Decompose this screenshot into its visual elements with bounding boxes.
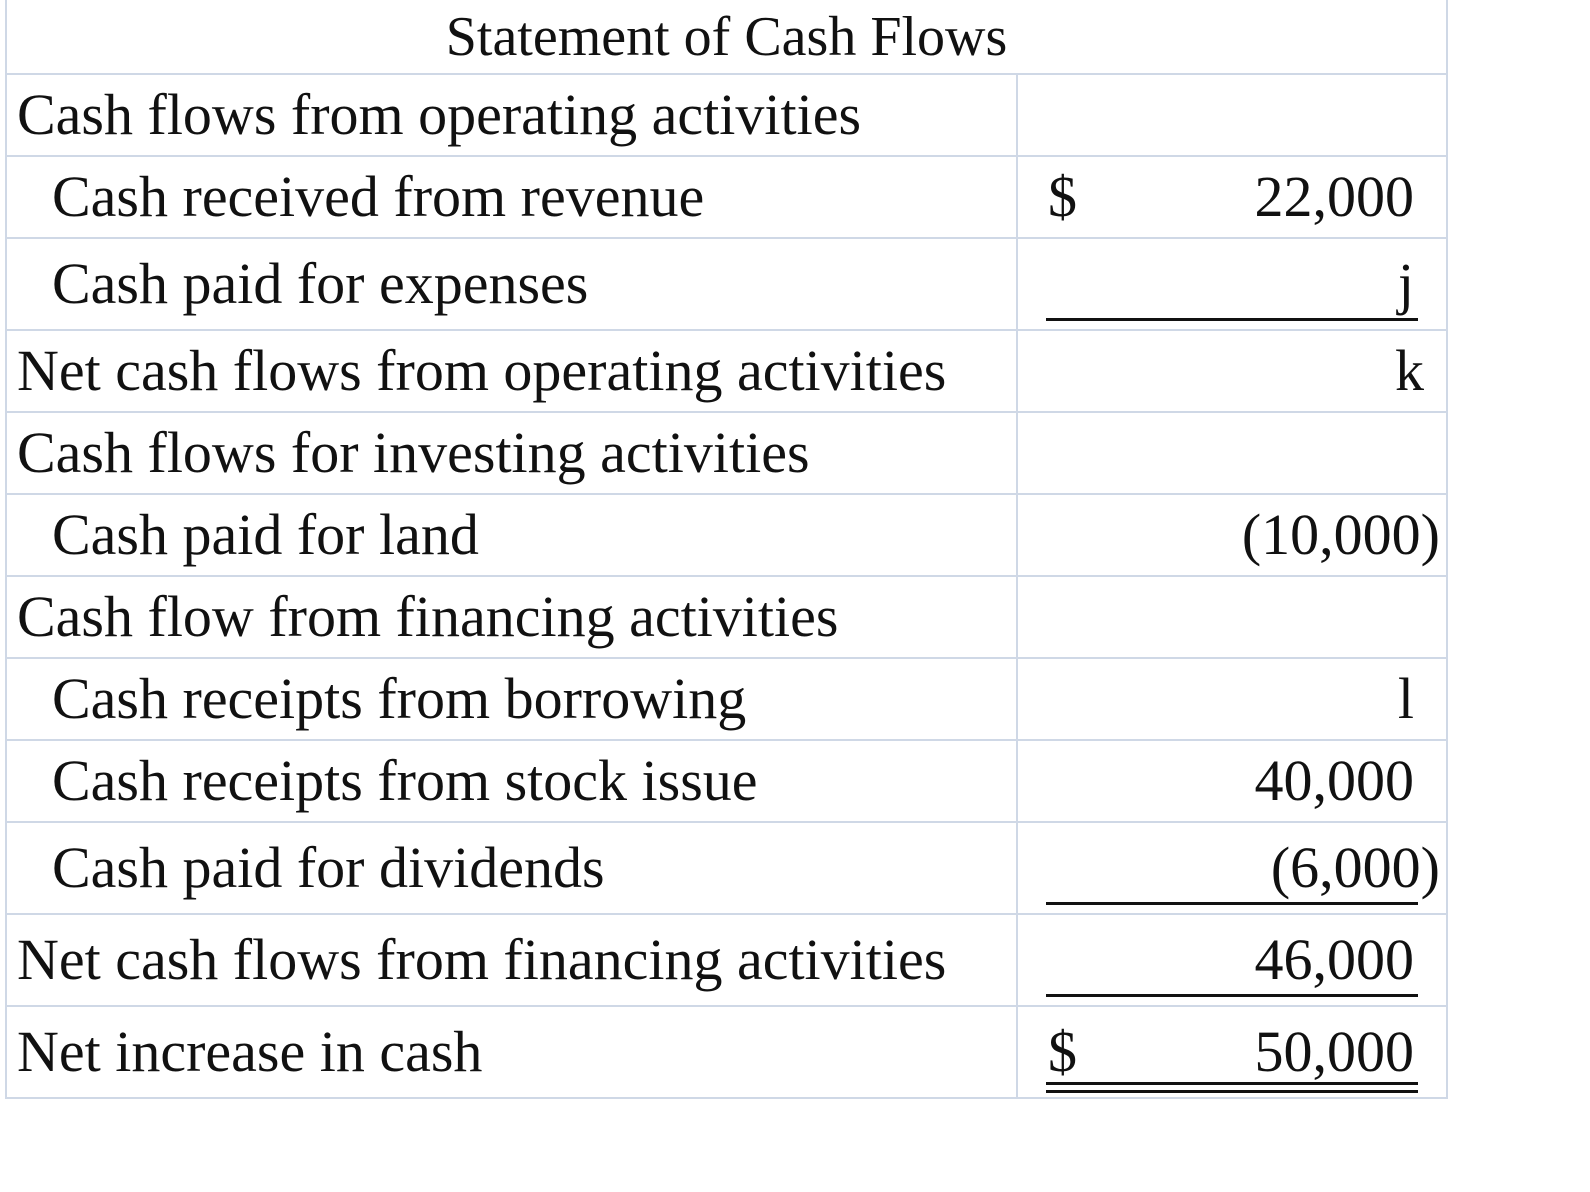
table-row [6,330,1447,412]
row-value: 40,000 [1254,748,1414,813]
row-amount-cell [1017,914,1447,1006]
row-label: Cash flow from financing activities [6,576,1017,658]
row-label: Cash paid for dividends [6,822,1017,914]
table-row [6,412,1447,494]
row-value: 46,000 [1254,927,1414,992]
row-label: Cash receipts from borrowing [6,658,1017,740]
row-amount-cell [1017,330,1447,412]
row-value: k [1395,338,1424,403]
row-amount-cell [1017,658,1447,740]
table-row [6,822,1447,914]
table-row [6,238,1447,330]
subtotal-underline [1046,902,1418,905]
row-amount-cell [1017,494,1447,576]
row-value: 50,000 [1254,1019,1414,1084]
table-row [6,494,1447,576]
row-value: (10,000) [1241,502,1440,567]
row-amount-cell [1017,74,1447,156]
total-double-underline [1046,1082,1418,1093]
table-row [6,156,1447,238]
row-label: Cash paid for land [6,494,1017,576]
row-amount-cell [1017,576,1447,658]
statement-title: Statement of Cash Flows [6,0,1447,74]
row-value: l [1397,666,1414,731]
row-amount-cell [1017,238,1447,330]
currency-symbol: $ [1048,1019,1077,1084]
row-value: j [1397,251,1414,316]
row-label: Net cash flows from operating activities [6,330,1017,412]
row-label: Net cash flows from financing activities [6,914,1017,1006]
row-amount-cell [1017,822,1447,914]
table-row [6,658,1447,740]
row-value: 22,000 [1254,164,1414,229]
row-label: Cash flows for investing activities [6,412,1017,494]
statement-title-row [6,0,1447,74]
table-row [6,576,1447,658]
cash-flow-statement-table [5,0,1448,1099]
row-label: Cash received from revenue [6,156,1017,238]
row-amount-cell [1017,1006,1447,1098]
subtotal-underline [1046,318,1418,321]
table-row [6,74,1447,156]
row-amount-cell [1017,156,1447,238]
row-label: Cash flows from operating activities [6,74,1017,156]
subtotal-underline [1046,994,1418,997]
row-label: Cash receipts from stock issue [6,740,1017,822]
currency-symbol: $ [1048,164,1077,229]
row-label: Cash paid for expenses [6,238,1017,330]
row-amount-cell [1017,740,1447,822]
table-row [6,740,1447,822]
row-amount-cell [1017,412,1447,494]
table-row [6,1006,1447,1098]
row-label: Net increase in cash [6,1006,1017,1098]
table-row [6,914,1447,1006]
row-value: (6,000) [1270,835,1440,900]
